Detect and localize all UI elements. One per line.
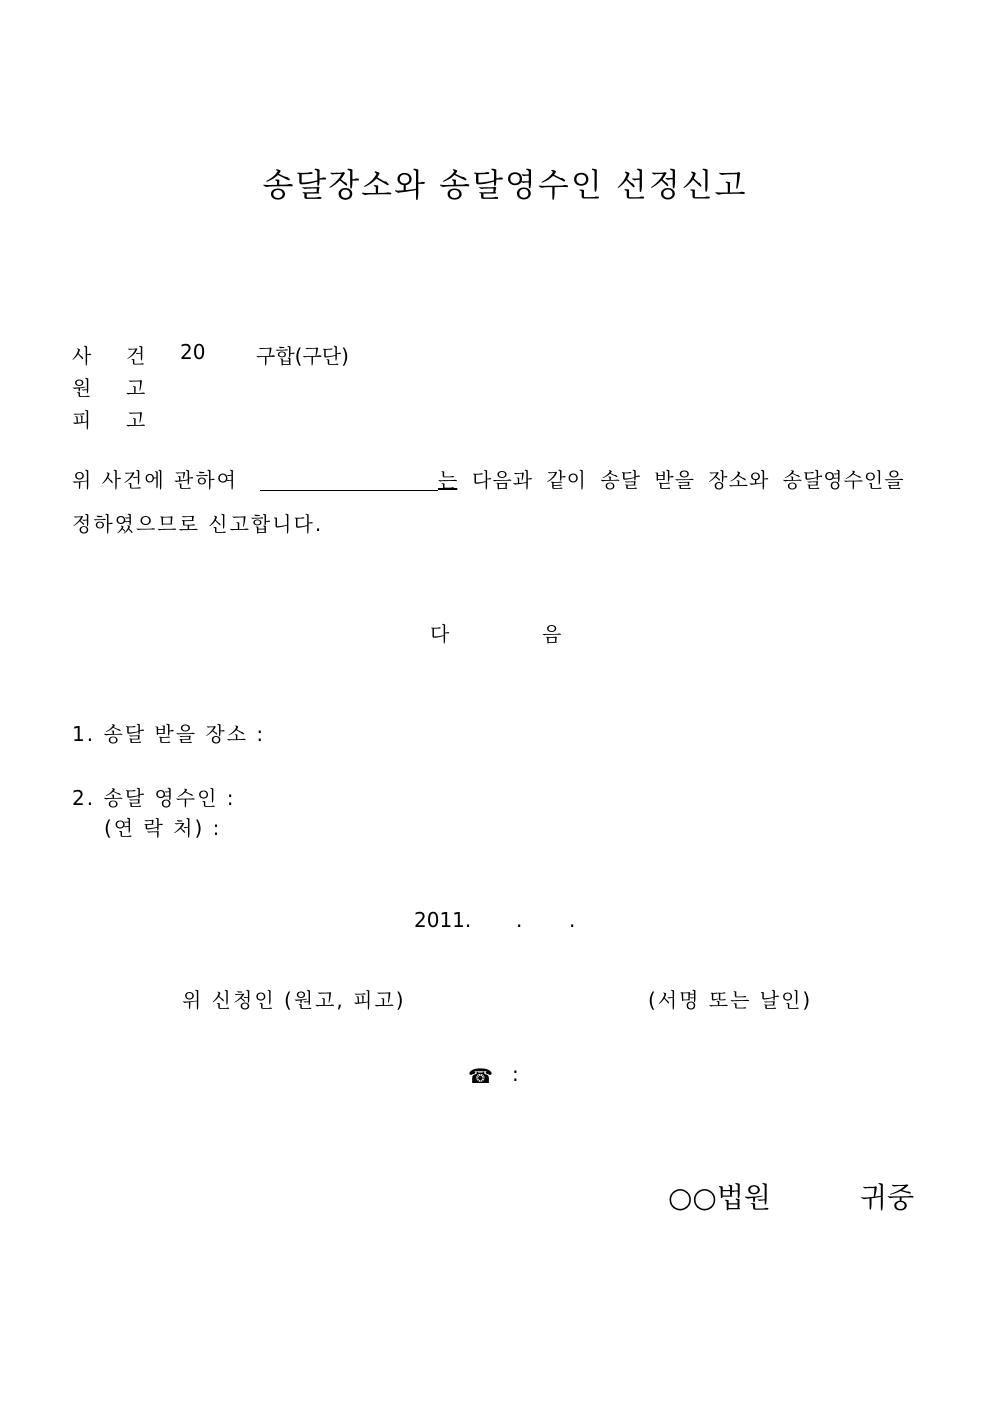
page-title: 송달장소와 송달영수인 선정신고	[262, 166, 748, 204]
item-delivery-recipient: 2. 송달 영수인 :	[72, 786, 236, 810]
phone-colon: :	[512, 1062, 519, 1086]
name-blank-line	[260, 466, 438, 491]
court-suffix: 귀중	[860, 1181, 915, 1214]
defendant-label-2: 고	[126, 408, 146, 432]
plaintiff-label-1: 원	[72, 376, 92, 400]
body-line2: 정하였으므로 신고합니다.	[72, 512, 324, 536]
body-rest-line1: 다음과 같이 송달 받을 장소와 송달영수인을	[472, 468, 905, 492]
body-lead: 위 사건에 관하여	[72, 468, 238, 492]
case-type: 구합(구단)	[256, 344, 349, 368]
defendant-label-1: 피	[72, 408, 92, 432]
plaintiff-label-2: 고	[126, 376, 146, 400]
item-contact: (연 락 처) :	[104, 816, 222, 840]
court-name: ○○법원	[668, 1181, 771, 1214]
applicant: 위 신청인 (원고, 피고)	[182, 988, 406, 1012]
date-dot-1: .	[516, 908, 523, 932]
case-year: 20	[180, 340, 206, 364]
heading-right: 음	[542, 622, 562, 646]
date-dot-2: .	[569, 908, 576, 932]
item-delivery-place: 1. 송달 받을 장소 :	[72, 722, 266, 746]
case-label-2: 건	[126, 344, 146, 368]
heading-left: 다	[430, 622, 450, 646]
case-label-1: 사	[72, 344, 92, 368]
body-suffix: 는	[438, 468, 458, 492]
phone-icon: ☎	[468, 1064, 493, 1088]
signature-note: (서명 또는 날인)	[648, 988, 813, 1012]
date-year: 2011.	[414, 908, 472, 932]
